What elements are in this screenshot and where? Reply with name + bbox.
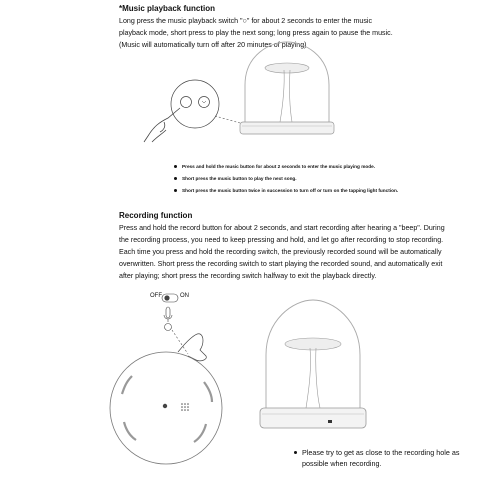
switch-on-label: ON <box>180 293 189 299</box>
bullet-dot <box>174 165 177 168</box>
power-switch <box>162 294 178 302</box>
lamp-base-top-view <box>110 352 222 464</box>
music-bullet-1: Press and hold the music button for about 2 seconds to enter the music playing mode. <box>174 164 375 169</box>
music-illustration <box>120 50 480 160</box>
lamp-base <box>260 408 366 428</box>
recording-paragraph: Press and hold the record button for about 2 seconds, and start recording after hearing a "beep". During the recording process, you need to keep pressing and hold, and let go after recording to stop recording. Each time you press and hold the recording switch, the previously recorded sound will be automatically overwritten. Short press the recording switch to start playing the recorded sound, and automatically exit after playing; short press the recording switch halfway to exit the playback directly. <box>119 224 445 280</box>
detail-circle <box>171 80 219 128</box>
music-button-icon <box>181 97 192 108</box>
speaker-grille-icon <box>181 403 189 411</box>
hand-icon <box>178 334 206 361</box>
record-button-icon <box>199 97 210 108</box>
microphone-icon <box>164 307 172 322</box>
lamp-side-view <box>258 300 368 450</box>
bullet-dot <box>174 177 177 180</box>
music-section-title: *Music playback function <box>119 4 216 13</box>
recording-note: Please try to get as close to the recording hole as possible when recording. <box>302 448 460 468</box>
bullet-dot <box>174 189 177 192</box>
music-bullet-3: Short press the music button twice in succession to turn off or turn on the tapping light function. <box>174 188 398 193</box>
switch-off-label: OFF <box>150 293 162 299</box>
hand-icon <box>144 108 180 142</box>
recording-section-title: Recording function <box>119 211 193 220</box>
note-bullet-dot <box>294 451 297 454</box>
lamp-dome <box>266 300 360 410</box>
record-button-icon <box>165 324 172 331</box>
lamp-base <box>240 122 334 134</box>
music-paragraph: Long press the music playback switch "○" for about 2 seconds to enter the music playback mode, short press to play the next song; long press again to pause the music. (Music will automatically turn off after 20 minutes of playing) <box>119 17 393 49</box>
recording-hole-icon <box>328 420 332 423</box>
lamp-dome <box>245 42 329 125</box>
recording-illustration <box>110 290 250 460</box>
music-bullet-2: Short press the music button to play the next song. <box>174 176 297 181</box>
